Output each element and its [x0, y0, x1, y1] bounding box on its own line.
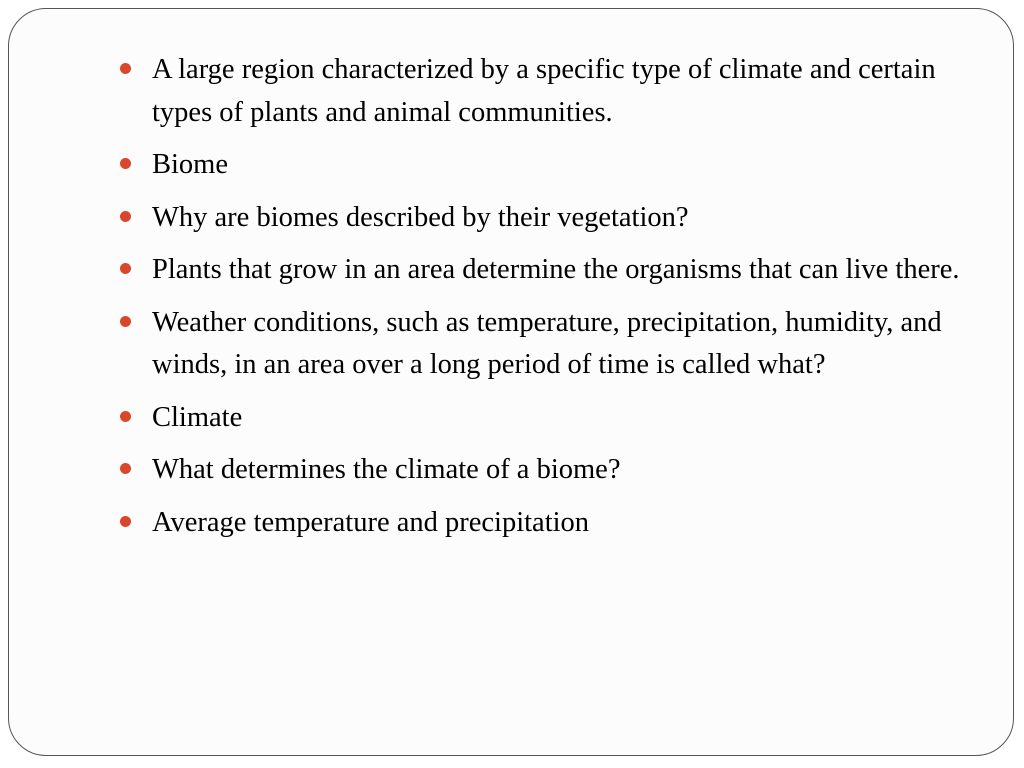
slide-content	[115, 49, 985, 554]
bullet-text: What determines the climate of a biome?	[152, 454, 621, 485]
bullet-dot-icon	[120, 463, 131, 474]
bullet-text: A large region characterized by a specific type of climate and certain types of plants and animal communities.	[152, 54, 936, 128]
bullet-dot-icon	[120, 516, 131, 527]
bullet-text: Plants that grow in an area determine the organisms that can live there.	[152, 254, 960, 285]
bullet-item-climate-answer	[115, 502, 985, 545]
bullet-item-vegetation-question	[115, 197, 985, 240]
bullet-item-plants-answer	[115, 249, 985, 292]
bullet-item-climate-question	[115, 449, 985, 492]
slide-frame	[8, 8, 1014, 756]
bullet-dot-icon	[120, 316, 131, 327]
bullet-text: Weather conditions, such as temperature, precipitation, humidity, and winds, in an area over a long period of time is called what?	[152, 306, 942, 380]
bullet-dot-icon	[120, 158, 131, 169]
bullet-text: Why are biomes described by their vegetation?	[152, 201, 689, 233]
bullet-text: Biome	[152, 149, 228, 180]
bullet-item-climate	[115, 397, 985, 440]
bullet-dot-icon	[120, 63, 131, 74]
bullet-item-biome-definition	[115, 49, 985, 134]
bullet-dot-icon	[120, 263, 131, 274]
bullet-dot-icon	[120, 211, 131, 222]
bullet-text: Average temperature and precipitation	[152, 506, 590, 538]
bullet-item-weather-question	[115, 302, 985, 387]
bullet-dot-icon	[120, 411, 131, 422]
bullet-text: Climate	[152, 401, 243, 433]
bullet-list	[115, 49, 985, 544]
bullet-item-biome	[115, 144, 985, 187]
